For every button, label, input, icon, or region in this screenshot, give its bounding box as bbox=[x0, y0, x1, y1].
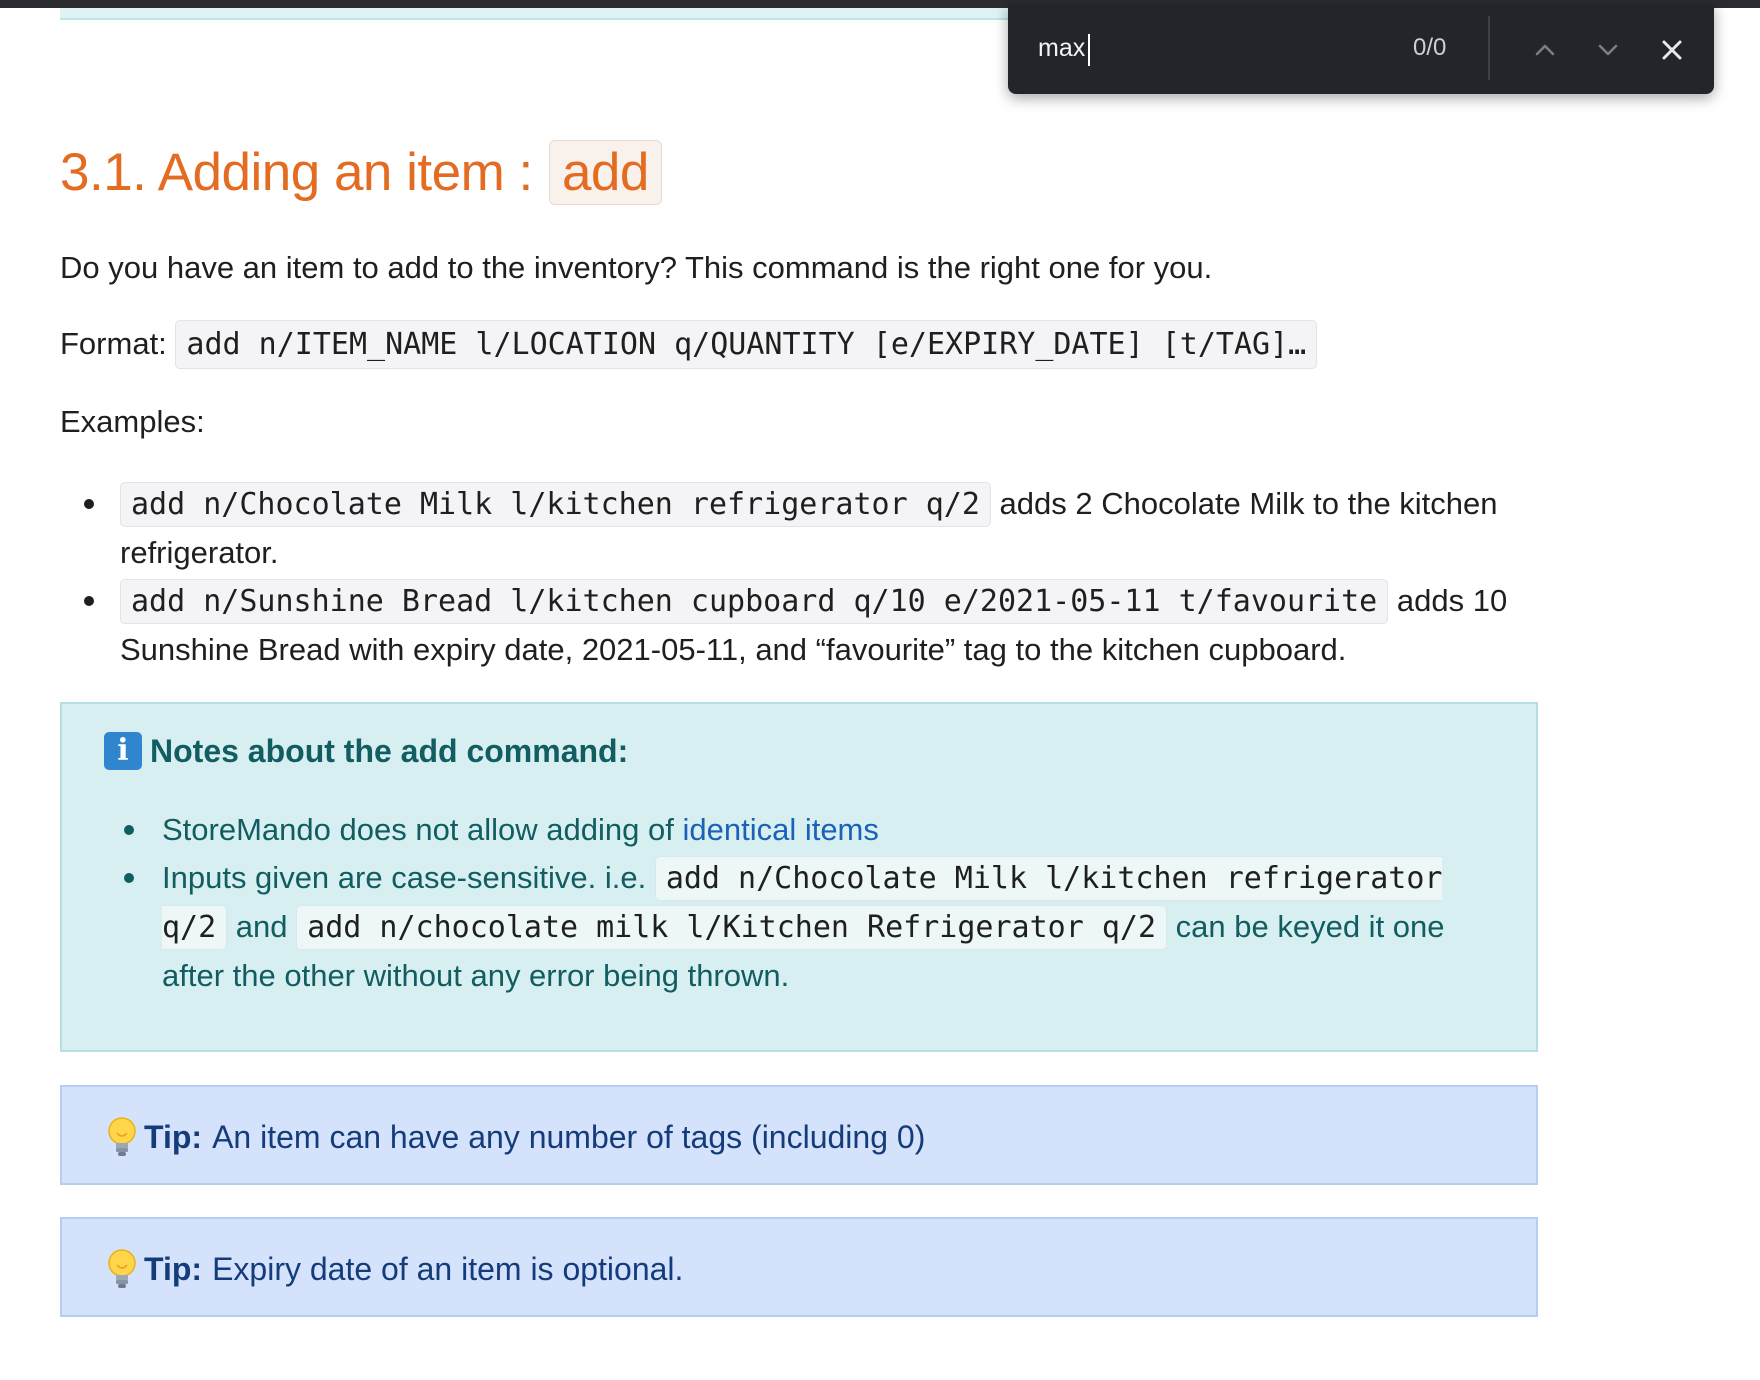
example-text: adds 2 Chocolate Milk to the kitchen refrigerator. bbox=[120, 486, 1498, 570]
lightbulb-icon bbox=[102, 1247, 142, 1291]
note-box bbox=[60, 702, 1538, 1052]
tip-label: Tip: bbox=[144, 1118, 203, 1155]
chevron-up-icon[interactable] bbox=[1525, 30, 1565, 70]
list-item bbox=[60, 577, 1540, 674]
bullet-icon bbox=[124, 825, 134, 835]
tip-text: An item can have any number of tags (including 0) bbox=[212, 1118, 926, 1155]
intro-text: Do you have an item to add to the inventory? This command is the right one for you. bbox=[60, 250, 1213, 285]
text-caret bbox=[1088, 34, 1090, 66]
bullet-icon bbox=[84, 596, 94, 606]
note-item-text: and bbox=[227, 909, 297, 944]
tip-text: Expiry date of an item is optional. bbox=[212, 1250, 684, 1287]
list-item bbox=[60, 480, 1540, 577]
format-label: Format: bbox=[60, 326, 167, 361]
note-item-text: Inputs given are case-sensitive. i.e. bbox=[162, 860, 655, 895]
bullet-icon bbox=[84, 499, 94, 509]
heading-code: add bbox=[549, 140, 662, 205]
format-code: add n/ITEM_NAME l/LOCATION q/QUANTITY [e/EXPIRY_DATE] [t/TAG]… bbox=[175, 320, 1317, 369]
note-code: add n/chocolate milk l/Kitchen Refrigerator q/2 bbox=[296, 905, 1167, 950]
bullet-icon bbox=[124, 873, 134, 883]
example-code: add n/Chocolate Milk l/kitchen refrigerator q/2 bbox=[120, 482, 991, 527]
divider bbox=[1488, 16, 1490, 80]
identical-items-link[interactable]: identical items bbox=[682, 812, 879, 847]
note-title bbox=[104, 732, 628, 770]
examples-list bbox=[60, 480, 1540, 674]
lightbulb-icon bbox=[102, 1115, 142, 1159]
format-line bbox=[60, 326, 1317, 362]
note-code: add n/Chocolate Milk l/kitchen refrigerator q/2 bbox=[162, 856, 1442, 950]
note-list bbox=[102, 806, 1492, 1000]
list-item bbox=[102, 854, 1492, 1000]
example-code: add n/Sunshine Bread l/kitchen cupboard q/10 e/2021-05-11 t/favourite bbox=[120, 579, 1388, 624]
note-title-text: Notes about the add command: bbox=[150, 732, 629, 769]
tip-label: Tip: bbox=[144, 1250, 203, 1287]
find-bar bbox=[1008, 4, 1714, 94]
example-text: adds 10 Sunshine Bread with expiry date, 2021-05-11, and “favourite” tag to the kitchen cupboard. bbox=[120, 583, 1508, 667]
note-item-text: can be keyed it one after the other without any error being thrown. bbox=[162, 909, 1445, 993]
match-count: 0/0 bbox=[1413, 34, 1447, 61]
tip-box bbox=[60, 1085, 1538, 1185]
examples-label: Examples: bbox=[60, 404, 205, 439]
section-heading bbox=[60, 142, 662, 203]
heading-text: 3.1. Adding an item : bbox=[60, 143, 533, 202]
info-icon: i bbox=[104, 732, 142, 770]
note-item-text: StoreMando does not allow adding of bbox=[162, 812, 683, 847]
chevron-down-icon[interactable] bbox=[1588, 30, 1628, 70]
list-item bbox=[102, 806, 1492, 854]
tip-box bbox=[60, 1217, 1538, 1317]
close-icon[interactable] bbox=[1652, 30, 1692, 70]
